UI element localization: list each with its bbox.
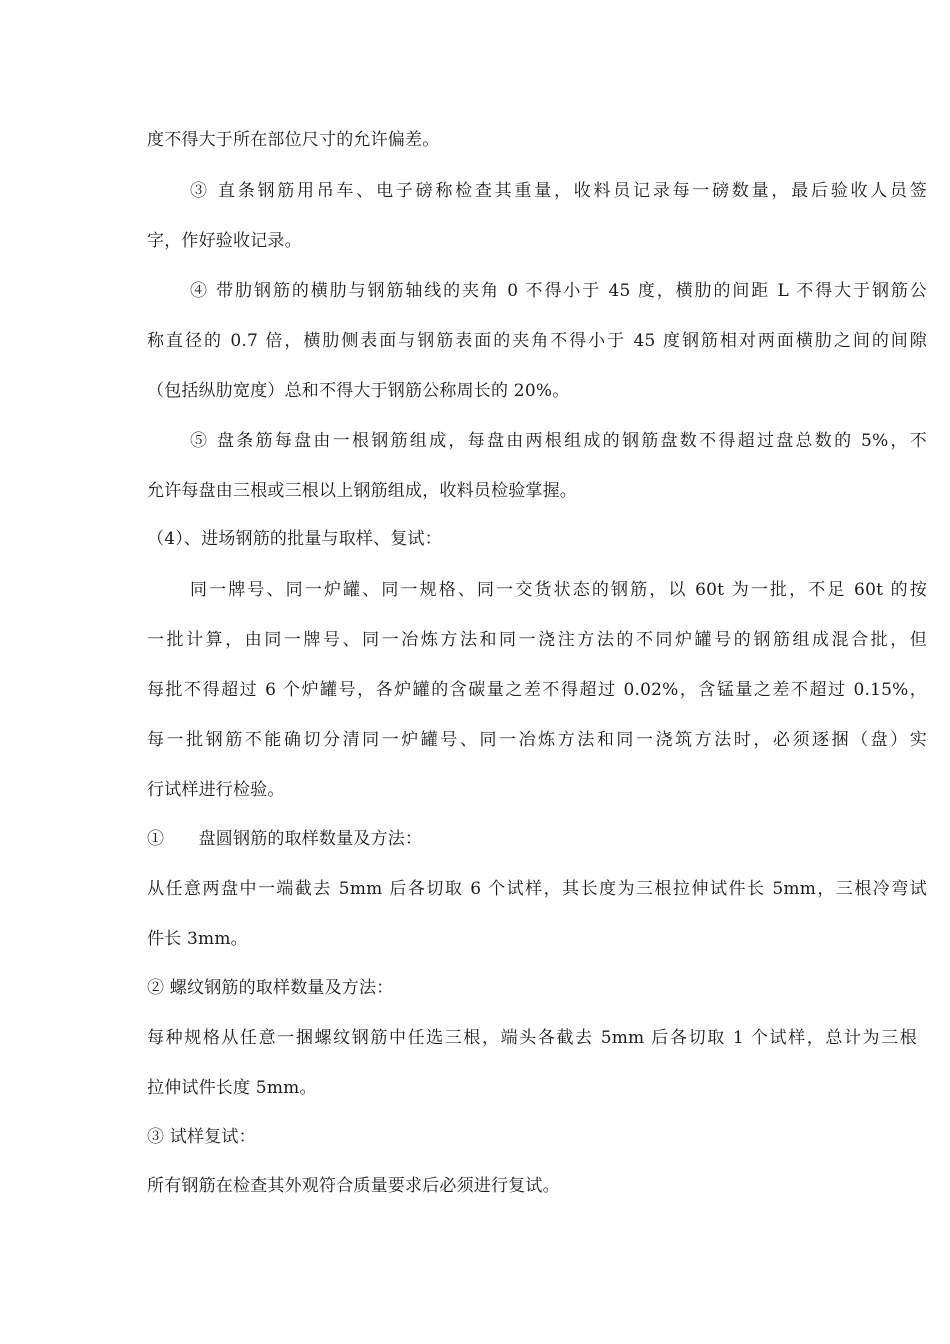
paragraph-line: 一批计算，由同一牌号、同一冶炼方法和同一浇注方法的不同炉罐号的钢筋组成混合批，但 [147,630,927,650]
paragraph-line: 称直径的 0.7 倍，横肋侧表面与钢筋表面的夹角不得小于 45 度钢筋相对两面横肋之间的间隙 [147,331,927,351]
subsection-heading: ② 螺纹钢筋的取样数量及方法： [147,978,394,998]
paragraph-line: 度不得大于所在部位尺寸的允许偏差。 [147,130,440,150]
subsection-heading: ③ 试样复试： [147,1127,256,1147]
subsection-heading: ① 盘圆钢筋的取样数量及方法： [147,829,423,849]
paragraph-line: 件长 3mm。 [147,929,248,949]
paragraph-line: ③ 直条钢筋用吊车、电子磅称检查其重量，收料员记录每一磅数量，最后验收人员签 [190,181,927,201]
paragraph-line: 从任意两盘中一端截去 5mm 后各切取 6 个试样，其长度为三根拉伸试件长 5mm，三根冷弯试 [147,879,927,899]
paragraph-line: （包括纵肋宽度）总和不得大于钢筋公称周长的 20%。 [147,381,570,401]
section-heading: （4）、进场钢筋的批量与取样、复试： [147,529,442,549]
paragraph-line: 拉伸试件长度 5mm。 [147,1078,317,1098]
paragraph-line: 字，作好验收记录。 [147,231,302,251]
paragraph-line: ⑤ 盘条筋每盘由一根钢筋组成，每盘由两根组成的钢筋盘数不得超过盘总数的 5%，不 [190,431,927,451]
paragraph-line: 每一批钢筋不能确切分清同一炉罐号、同一冶炼方法和同一浇筑方法时，必须逐捆（盘）实 [147,730,927,750]
paragraph-line: 每种规格从任意一捆螺纹钢筋中任选三根，端头各截去 5mm 后各切取 1 个试样，总计为三根 [147,1028,917,1048]
paragraph-line: 每批不得超过 6 个炉罐号，各炉罐的含碳量之差不得超过 0.02%，含锰量之差不超过 0.15%， [147,680,927,700]
paragraph-line: 同一牌号、同一炉罐、同一规格、同一交货状态的钢筋，以 60t 为一批，不足 60t 的按 [190,580,927,600]
paragraph-line: 所有钢筋在检查其外观符合质量要求后必须进行复试。 [147,1176,560,1196]
paragraph-line: ④ 带肋钢筋的横肋与钢筋轴线的夹角 0 不得小于 45 度，横肋的间距 L 不得大于钢筋公 [190,281,927,301]
paragraph-line: 行试样进行检验。 [147,780,285,800]
paragraph-line: 允许每盘由三根或三根以上钢筋组成，收料员检验掌握。 [147,481,577,501]
